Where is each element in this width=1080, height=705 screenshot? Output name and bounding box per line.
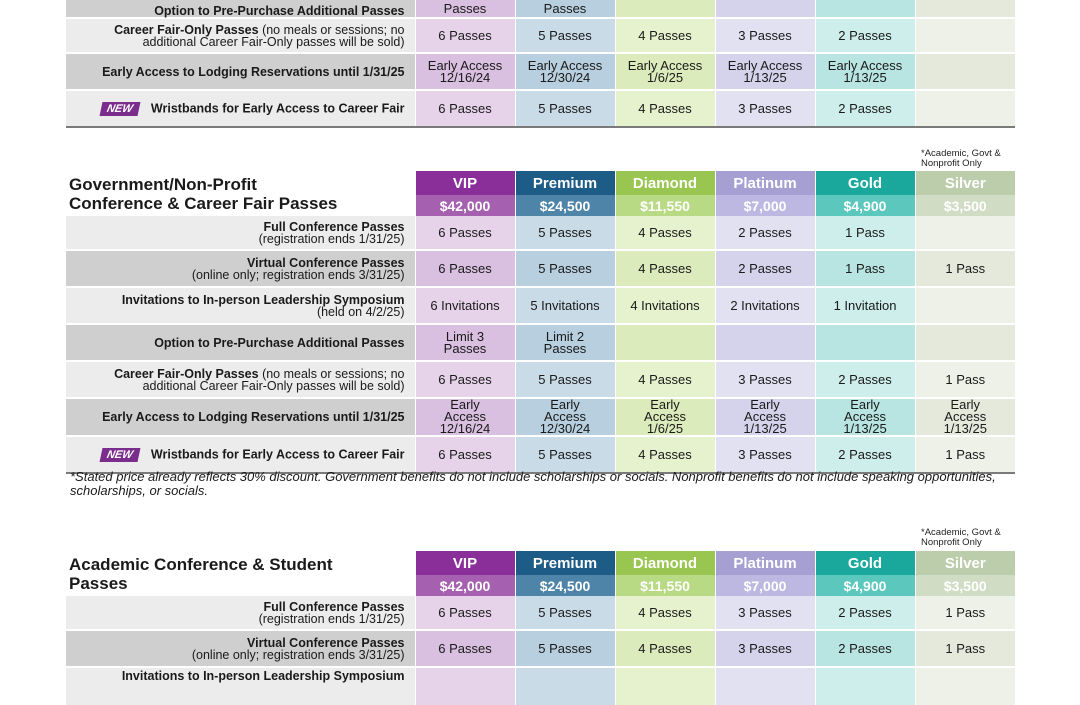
cell [915,287,1015,324]
table-row [66,287,1015,324]
gov-footnote: *Stated price already reflects 30% discount. Government benefits do not include scholarships or socials. Nonprofit benefits do not include speaking opportunities, scholarships, or socials. [70,469,996,498]
tier-diamond: Diamond [615,171,715,195]
cell [715,324,815,361]
cell: 1 Pass [915,596,1015,630]
row-label: Full Conference Passes (registration ends 1/31/25) [66,216,415,250]
row-label: Full Conference Passes (registration ends 1/31/25) [66,596,415,630]
cell: Early Access 12/16/24 [415,398,515,436]
academic-table [66,551,1015,705]
cell: 2 Passes [815,18,915,53]
table-row [66,361,1015,398]
table-row [66,436,1015,473]
cell: 5 Passes [515,436,615,473]
cell [615,0,715,18]
cell: Early Access 1/13/25 [815,398,915,436]
cell: 3 Passes [715,436,815,473]
table-row [66,0,1015,18]
table-row [66,250,1015,287]
price-gold: $4,900 [815,575,915,596]
cell: 4 Passes [615,216,715,250]
price-vip: $42,000 [415,195,515,216]
price-silver: $3,500 [915,575,1015,596]
cell: 5 Passes [515,90,615,127]
tier-diamond: Diamond [615,551,715,575]
cell: 1 Invitation [815,287,915,324]
cell: Early Access 12/30/24 [515,53,615,90]
table-row [66,596,1015,630]
cell [715,667,815,705]
academic-note: *Academic, Govt & Nonprofit Only [921,527,1001,548]
cell: Early Access 12/30/24 [515,398,615,436]
cell: 3 Passes [715,630,815,667]
cell [915,667,1015,705]
cell [915,0,1015,18]
cell [915,216,1015,250]
row-label: Invitations to In-person Leadership Symposium [66,667,415,705]
cell: 2 Passes [715,250,815,287]
cell [915,18,1015,53]
table-row [66,216,1015,250]
cell: 4 Passes [615,250,715,287]
cell: 5 Passes [515,216,615,250]
cell [915,324,1015,361]
price-diamond: $11,550 [615,195,715,216]
row-label: Option to Pre-Purchase Additional Passes [66,0,415,18]
cell: Passes [515,0,615,18]
cell: 2 Passes [815,630,915,667]
cell: Early Access 1/13/25 [715,398,815,436]
tier-silver: Silver [915,171,1015,195]
cell: 2 Passes [815,90,915,127]
cell: 2 Passes [715,216,815,250]
cell: 4 Passes [615,630,715,667]
table-row [66,398,1015,436]
price-diamond: $11,550 [615,575,715,596]
tier-gold: Gold [815,171,915,195]
cell: 1 Pass [915,361,1015,398]
cell: 5 Passes [515,596,615,630]
price-platinum: $7,000 [715,195,815,216]
cell: 6 Passes [415,436,515,473]
cell [615,324,715,361]
tier-header-row [66,551,1015,575]
table-row [66,90,1015,127]
cell: 1 Pass [915,436,1015,473]
table-row [66,324,1015,361]
cell [715,0,815,18]
gov-table [66,171,1015,474]
cell: 5 Invitations [515,287,615,324]
new-badge: NEW [100,102,141,116]
cell: 6 Passes [415,361,515,398]
row-label: Early Access to Lodging Reservations until 1/31/25 [66,398,415,436]
cell: 6 Passes [415,596,515,630]
cell: Early Access 1/13/25 [915,398,1015,436]
cell: 3 Passes [715,596,815,630]
cell: 4 Passes [615,436,715,473]
tier-silver: Silver [915,551,1015,575]
cell: 3 Passes [715,361,815,398]
cell: Limit 2 Passes [515,324,615,361]
cell: 3 Passes [715,90,815,127]
tier-premium: Premium [515,171,615,195]
row-label: Virtual Conference Passes (online only; registration ends 3/31/25) [66,250,415,287]
table-row [66,53,1015,90]
cell: 4 Passes [615,18,715,53]
row-label: Career Fair-Only Passes (no meals or sessions; no additional Career Fair-Only passes will be sold) [66,18,415,53]
cell: 6 Passes [415,216,515,250]
table-row [66,667,1015,705]
top-table [66,0,1015,128]
row-label: Early Access to Lodging Reservations until 1/31/25 [66,53,415,90]
cell [815,667,915,705]
tier-platinum: Platinum [715,171,815,195]
section-title: Academic Conference & Student Passes [69,554,333,593]
cell: 1 Pass [915,250,1015,287]
price-gold: $4,900 [815,195,915,216]
cell: 2 Passes [815,436,915,473]
cell: Early Access 1/6/25 [615,53,715,90]
row-label: NEW Wristbands for Early Access to Career Fair [66,90,415,127]
cell: 1 Pass [815,216,915,250]
cell: 4 Invitations [615,287,715,324]
cell: 1 Pass [915,630,1015,667]
tier-vip: VIP [415,551,515,575]
row-label: Career Fair-Only Passes (no meals or sessions; no additional Career Fair-Only passes will be sold) [66,361,415,398]
cell: 6 Invitations [415,287,515,324]
cell: Limit 3 Passes [415,324,515,361]
cell: 4 Passes [615,90,715,127]
price-silver: $3,500 [915,195,1015,216]
cell: 2 Passes [815,361,915,398]
cell: 6 Passes [415,250,515,287]
price-vip: $42,000 [415,575,515,596]
row-label: Option to Pre-Purchase Additional Passes [66,324,415,361]
section-title: Government/Non-Profit Conference & Career Fair Passes [69,174,338,213]
tier-premium: Premium [515,551,615,575]
cell: 2 Invitations [715,287,815,324]
cell: 1 Pass [815,250,915,287]
cell: 6 Passes [415,630,515,667]
cell: Early Access 1/13/25 [815,53,915,90]
cell: 5 Passes [515,250,615,287]
cell: Early Access 12/16/24 [415,53,515,90]
tier-gold: Gold [815,551,915,575]
cell [915,90,1015,127]
cell: 3 Passes [715,18,815,53]
cell: Early Access 1/13/25 [715,53,815,90]
cell: 5 Passes [515,361,615,398]
cell: 5 Passes [515,630,615,667]
price-platinum: $7,000 [715,575,815,596]
cell: 4 Passes [615,596,715,630]
cell: 2 Passes [815,596,915,630]
cell [815,0,915,18]
tier-platinum: Platinum [715,551,815,575]
price-premium: $24,500 [515,195,615,216]
cell: Early Access 1/6/25 [615,398,715,436]
cell [615,667,715,705]
cell [915,53,1015,90]
tier-header-row [66,171,1015,195]
row-label: NEW Wristbands for Early Access to Career Fair [66,436,415,473]
table-row [66,630,1015,667]
table-row [66,18,1015,53]
cell: 5 Passes [515,18,615,53]
tier-vip: VIP [415,171,515,195]
cell: 6 Passes [415,90,515,127]
row-label: Virtual Conference Passes (online only; registration ends 3/31/25) [66,630,415,667]
cell: 6 Passes [415,18,515,53]
cell: 4 Passes [615,361,715,398]
cell [515,667,615,705]
new-badge: NEW [100,448,141,462]
price-premium: $24,500 [515,575,615,596]
row-label: Invitations to In-person Leadership Symposium (held on 4/2/25) [66,287,415,324]
gov-note: *Academic, Govt & Nonprofit Only [921,148,1001,169]
cell [415,667,515,705]
cell: Passes [415,0,515,18]
cell [815,324,915,361]
